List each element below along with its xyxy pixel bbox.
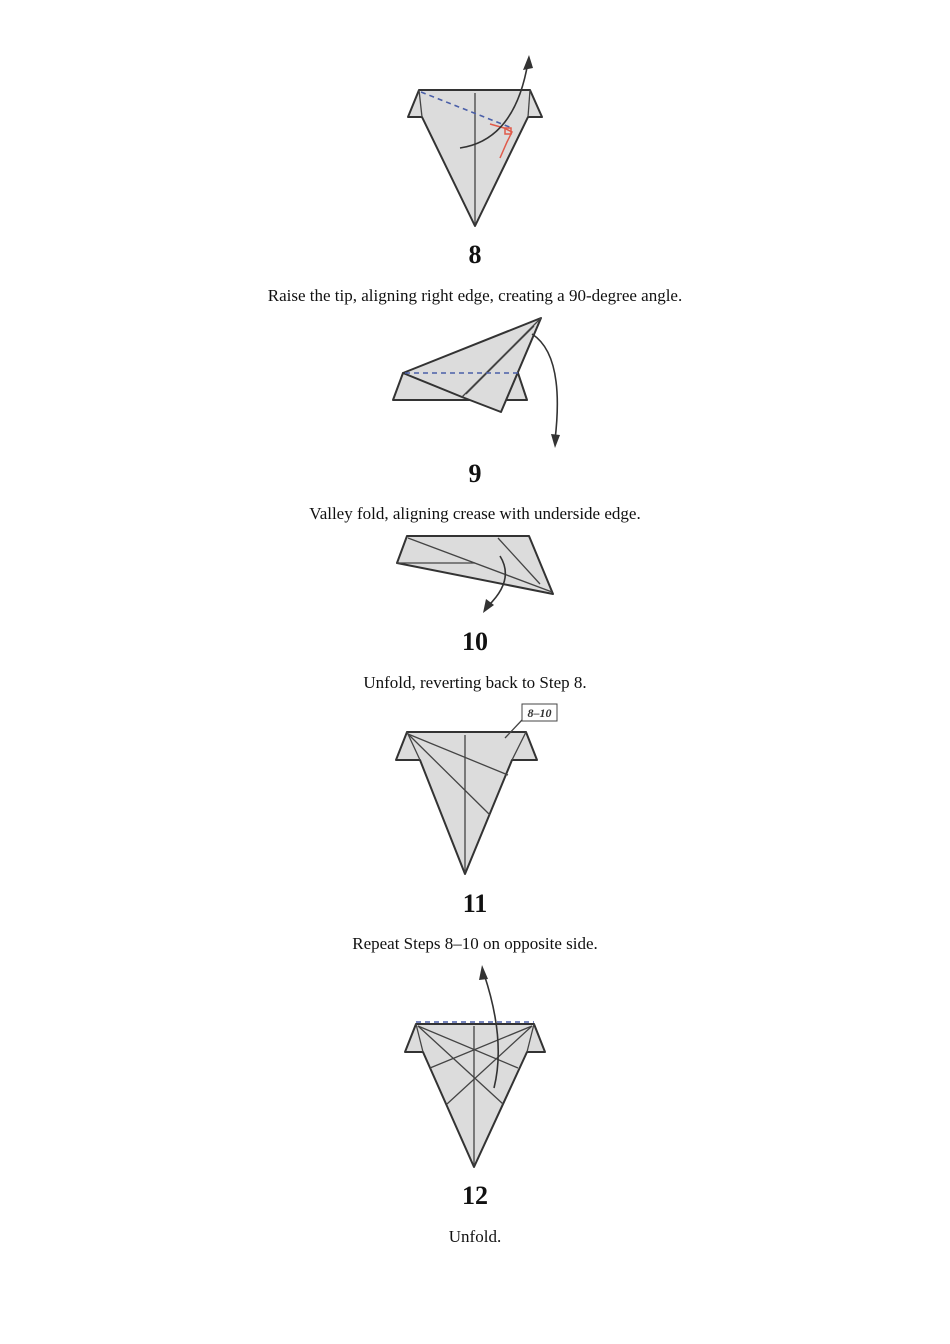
paper-shape: [397, 536, 553, 594]
step-number: 10: [462, 627, 488, 656]
step-11-diagram: [392, 700, 564, 880]
step-12-diagram: [400, 960, 550, 1175]
paper-shape: [405, 1024, 545, 1167]
step-number: 8: [468, 240, 482, 269]
step-caption: Repeat Steps 8–10 on opposite side.: [352, 934, 598, 953]
step-10-diagram: [392, 530, 562, 620]
step-caption: Unfold.: [448, 1227, 502, 1246]
arrow-head-icon: [479, 965, 488, 980]
repeat-reference-label: 8–10: [527, 706, 552, 720]
step-number: 12: [462, 1181, 488, 1210]
arrow-head-icon: [551, 434, 560, 448]
step-number: 9: [468, 459, 482, 488]
step-8-diagram: [395, 50, 555, 235]
fold-down-arrow: [532, 334, 557, 440]
step-caption: Valley fold, aligning crease with underside edge.: [309, 504, 641, 523]
step-caption: Raise the tip, aligning right edge, creating a 90-degree angle.: [267, 286, 683, 305]
step-number: 11: [462, 889, 488, 918]
step-caption: Unfold, reverting back to Step 8.: [363, 673, 587, 692]
step-9-diagram: [388, 312, 563, 452]
arrow-head-icon: [523, 55, 533, 70]
